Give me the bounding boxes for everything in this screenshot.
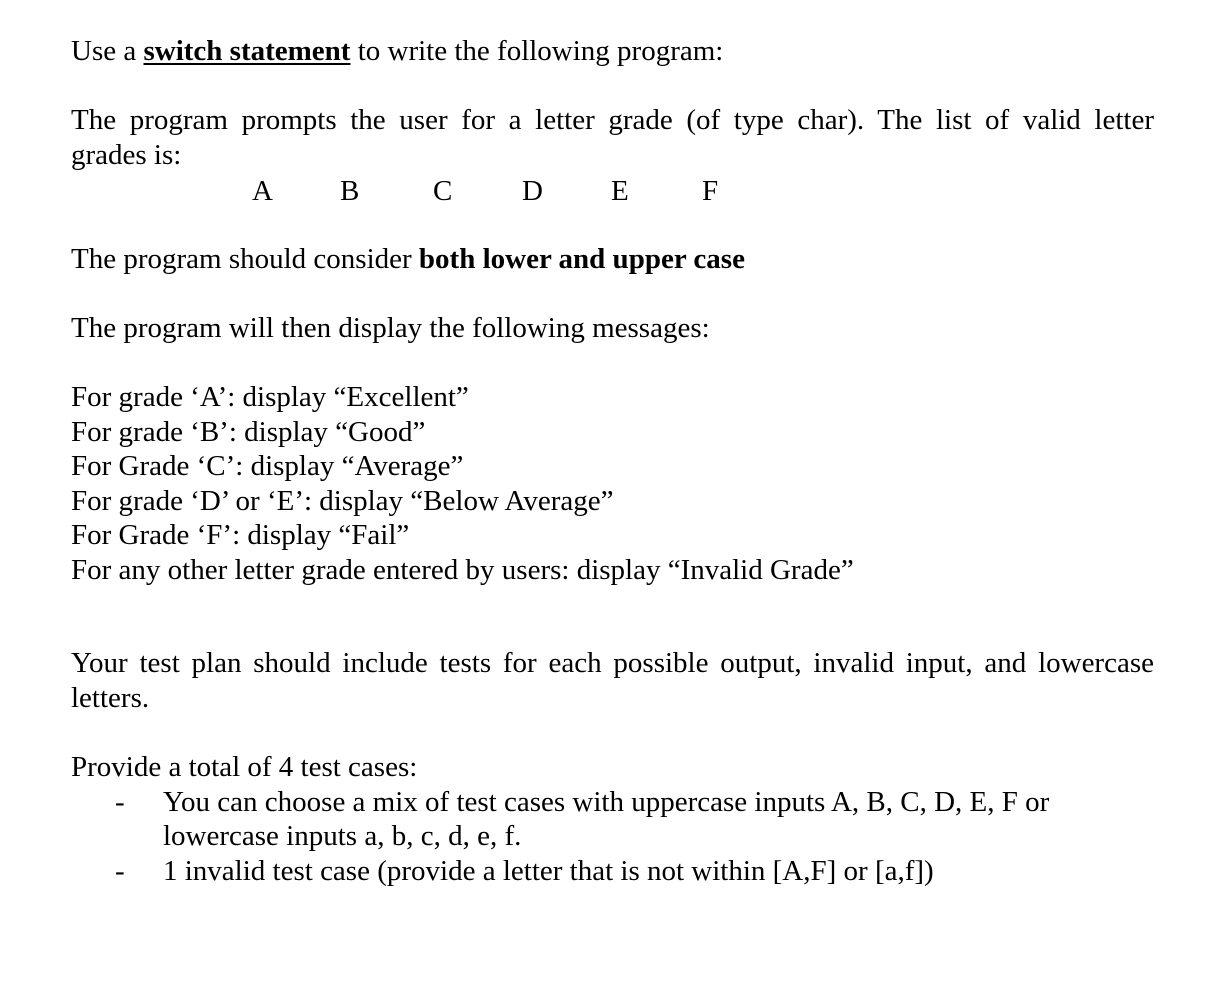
message-item: For grade ‘A’: display “Excellent” <box>71 381 469 413</box>
message-item: For any other letter grade entered by users: display “Invalid Grade” <box>71 554 854 586</box>
intro-emphasis: switch statement <box>143 35 351 67</box>
message-item: For Grade ‘F’: display “Fail” <box>71 519 410 551</box>
grade-letter: B <box>340 175 360 207</box>
grade-letter: D <box>522 175 543 207</box>
grade-letter: F <box>702 175 719 207</box>
grade-letter: A <box>252 175 273 207</box>
bullet-marker: - <box>115 855 125 887</box>
message-item: For grade ‘D’ or ‘E’: display “Below Average” <box>71 485 614 517</box>
message-item: For grade ‘B’: display “Good” <box>71 416 426 448</box>
prompt-line-1: The program prompts the user for a letter grade (of type char). The list of valid letter <box>71 104 1154 136</box>
grade-letter: E <box>611 175 629 207</box>
bullet-item-line: 1 invalid test case (provide a letter that is not within [A,F] or [a,f]) <box>163 855 934 887</box>
bullet-item-line: You can choose a mix of test cases with uppercase inputs A, B, C, D, E, F or <box>163 786 1050 818</box>
case-note-prefix: The program should consider <box>71 243 419 275</box>
bullet-marker: - <box>115 786 125 818</box>
case-note-emphasis: both lower and upper case <box>418 243 745 275</box>
case-note <box>71 245 745 274</box>
prompt-line-2: grades is: <box>71 139 182 171</box>
display-intro: The program will then display the following messages: <box>71 312 710 344</box>
test-cases-heading: Provide a total of 4 test cases: <box>71 751 418 783</box>
message-item: For Grade ‘C’: display “Average” <box>71 450 464 482</box>
intro-prefix: Use a <box>71 35 144 67</box>
intro-line <box>71 37 723 66</box>
bullet-item-line: lowercase inputs a, b, c, d, e, f. <box>163 820 522 852</box>
test-plan-line-1: Your test plan should include tests for each possible output, invalid input, and lowercase <box>71 647 1154 679</box>
intro-suffix: to write the following program: <box>350 35 724 67</box>
test-plan-line-2: letters. <box>71 682 150 714</box>
grade-letter: C <box>433 175 453 207</box>
